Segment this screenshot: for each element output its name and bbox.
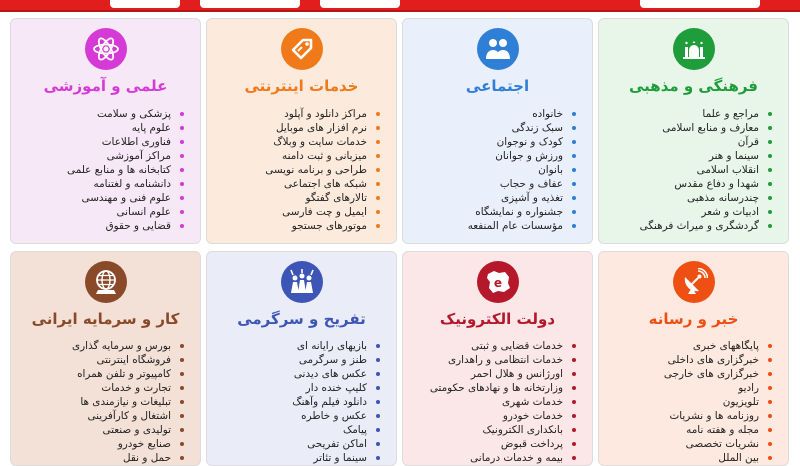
card-title[interactable]: خدمات اینترنتی (244, 77, 359, 95)
tag-icon[interactable] (281, 28, 323, 70)
top-bar-tab[interactable] (200, 0, 300, 8)
list-item[interactable]: تالارهای گفتگو (213, 191, 380, 205)
card-links (17, 339, 184, 465)
card-title[interactable]: فرهنگی و مذهبی (629, 77, 758, 95)
list-item[interactable]: رادیو (605, 381, 772, 395)
card-links (213, 339, 380, 465)
list-item[interactable]: فناوری اطلاعات (17, 135, 184, 149)
list-item[interactable]: تولیدی و صنعتی (17, 423, 184, 437)
list-item[interactable]: انقلاب اسلامی (605, 163, 772, 177)
list-item[interactable]: قرآن (605, 135, 772, 149)
list-item[interactable]: کتابخانه ها و منابع علمی (17, 163, 184, 177)
list-item[interactable]: بانوان (409, 163, 576, 177)
list-item[interactable]: خدمات خودرو (409, 409, 576, 423)
list-item[interactable]: خبرگزاری های خارجی (605, 367, 772, 381)
people-icon[interactable] (477, 28, 519, 70)
list-item[interactable]: دانلود فیلم وآهنگ (213, 395, 380, 409)
list-item[interactable]: خدمات شهری (409, 395, 576, 409)
svg-text:e: e (493, 276, 502, 290)
satellite-dish-icon[interactable] (673, 261, 715, 303)
category-card-entertainment (206, 251, 397, 466)
list-item[interactable]: کامپیوتر و تلفن همراه (17, 367, 184, 381)
list-item[interactable]: عکس و خاطره (213, 409, 380, 423)
list-item[interactable]: تبلیغات و نیازمندی ها (17, 395, 184, 409)
atom-icon[interactable] (85, 28, 127, 70)
list-item[interactable]: کودک و نوجوان (409, 135, 576, 149)
card-links (605, 339, 772, 465)
list-item[interactable]: چندرسانه مذهبی (605, 191, 772, 205)
list-item[interactable]: خدمات قضایی و ثبتی (409, 339, 576, 353)
iran-map-icon[interactable] (477, 261, 519, 303)
list-item[interactable]: عفاف و حجاب (409, 177, 576, 191)
list-item[interactable]: حمل و نقل (17, 451, 184, 465)
list-item[interactable]: علوم انسانی (17, 205, 184, 219)
list-item[interactable]: قضایی و حقوق (17, 219, 184, 233)
top-bar-tab[interactable] (320, 0, 400, 8)
category-card-internet-services (206, 18, 397, 244)
list-item[interactable]: سینما و هنر (605, 149, 772, 163)
card-title[interactable]: دولت الکترونیک (439, 310, 556, 328)
category-card-business (10, 251, 201, 466)
category-card-science-education (10, 18, 201, 244)
list-item[interactable]: پیامک (213, 423, 380, 437)
card-title[interactable]: اجتماعی (465, 77, 530, 95)
list-item[interactable]: طنز و سرگرمی (213, 353, 380, 367)
list-item[interactable]: مراجع و علما (605, 107, 772, 121)
business-globe-icon[interactable] (85, 261, 127, 303)
fun-crowd-icon[interactable] (281, 261, 323, 303)
list-item[interactable]: اورژانس و هلال احمر (409, 367, 576, 381)
card-links (409, 107, 576, 233)
list-item[interactable]: ادبیات و شعر (605, 205, 772, 219)
list-item[interactable]: سینما و تئاتر (213, 451, 380, 465)
list-item[interactable]: فروشگاه اینترنتی (17, 353, 184, 367)
list-item[interactable]: تغذیه و آشپزی (409, 191, 576, 205)
list-item[interactable]: خانواده (409, 107, 576, 121)
list-item[interactable]: مراکز آموزشی (17, 149, 184, 163)
list-item[interactable]: اماکن تفریحی (213, 437, 380, 451)
list-item[interactable]: شهدا و دفاع مقدس (605, 177, 772, 191)
list-item[interactable]: وزارتخانه ها و نهادهای حکومتی (409, 381, 576, 395)
list-item[interactable]: خبرگزاری های داخلی (605, 353, 772, 367)
list-item[interactable]: معارف و منابع اسلامی (605, 121, 772, 135)
list-item[interactable]: بانکداری الکترونیک (409, 423, 576, 437)
top-bar-tab[interactable] (110, 0, 180, 8)
top-bar (0, 0, 800, 12)
top-bar-tab[interactable] (640, 0, 760, 8)
list-item[interactable]: ایمیل و چت فارسی (213, 205, 380, 219)
list-item[interactable]: تجارت و خدمات (17, 381, 184, 395)
list-item[interactable]: عکس های دیدنی (213, 367, 380, 381)
card-links (605, 107, 772, 233)
list-item[interactable]: ورزش و جوانان (409, 149, 576, 163)
category-card-culture-religion (598, 18, 789, 244)
list-item[interactable]: پرداخت قبوض (409, 437, 576, 451)
mosque-icon[interactable] (673, 28, 715, 70)
list-item[interactable]: شبکه های اجتماعی (213, 177, 380, 191)
card-title[interactable]: خبر و رسانه (648, 310, 739, 328)
list-item[interactable]: علوم پایه (17, 121, 184, 135)
list-item[interactable]: نشریات تخصصی (605, 437, 772, 451)
list-item[interactable]: میزبانی و ثبت دامنه (213, 149, 380, 163)
list-item[interactable]: بیمه و خدمات درمانی (409, 451, 576, 465)
card-title[interactable]: تفریح و سرگرمی (237, 310, 366, 328)
card-links (409, 339, 576, 465)
list-item[interactable]: بازیهای رایانه ای (213, 339, 380, 353)
list-item[interactable]: کلیپ خنده دار (213, 381, 380, 395)
list-item[interactable]: سبک زندگی (409, 121, 576, 135)
card-links (213, 107, 380, 233)
list-item[interactable]: گردشگری و میراث فرهنگی (605, 219, 772, 233)
category-card-social (402, 18, 593, 244)
category-grid (10, 18, 790, 464)
list-item[interactable]: تلویزیون (605, 395, 772, 409)
list-item[interactable]: علوم فنی و مهندسی (17, 191, 184, 205)
category-card-e-government (402, 251, 593, 466)
list-item[interactable]: اشتغال و کارآفرینی (17, 409, 184, 423)
list-item[interactable]: نرم افزار های موبایل (213, 121, 380, 135)
list-item[interactable]: موتورهای جستجو (213, 219, 380, 233)
list-item[interactable]: پایگاههای خبری (605, 339, 772, 353)
card-title[interactable]: کار و سرمایه ایرانی (31, 310, 180, 328)
category-card-news-media (598, 251, 789, 466)
list-item[interactable]: مراکز دانلود و آپلود (213, 107, 380, 121)
list-item[interactable]: جشنواره و نمایشگاه (409, 205, 576, 219)
list-item[interactable]: بورس و سرمایه گذاری (17, 339, 184, 353)
list-item[interactable]: مجله و هفته نامه (605, 423, 772, 437)
list-item[interactable]: صنایع خودرو (17, 437, 184, 451)
list-item[interactable]: خدمات انتظامی و راهداری (409, 353, 576, 367)
list-item[interactable]: بین الملل (605, 451, 772, 465)
list-item[interactable]: خدمات سایت و وبلاگ (213, 135, 380, 149)
card-links (17, 107, 184, 233)
list-item[interactable]: روزنامه ها و نشریات (605, 409, 772, 423)
list-item[interactable]: مؤسسات عام المنفعه (409, 219, 576, 233)
list-item[interactable]: طراحی و برنامه نویسی (213, 163, 380, 177)
list-item[interactable]: دانشنامه و لغتنامه (17, 177, 184, 191)
card-title[interactable]: علمی و آموزشی (43, 77, 168, 95)
list-item[interactable]: پزشکی و سلامت (17, 107, 184, 121)
